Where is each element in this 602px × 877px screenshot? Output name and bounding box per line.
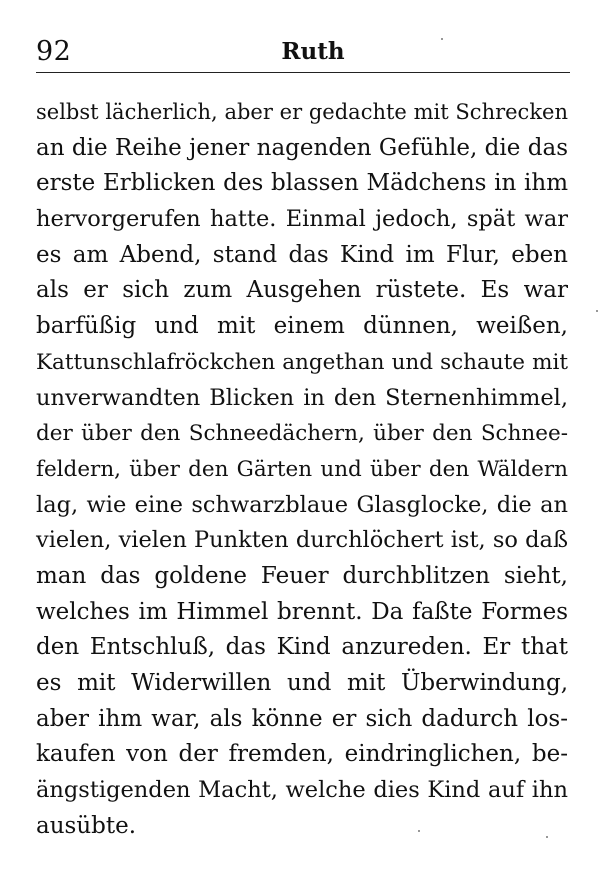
text-line: als er sich zum Ausgehen rüstete. Es war — [36, 277, 568, 304]
text-line: aber ihm war, als könne er sich dadurch los- — [36, 705, 568, 732]
text-line: erste Erblicken des blassen Mädchens in ihm — [36, 170, 568, 197]
text-line: der über den Schneedächern, über den Schnee- — [36, 421, 568, 447]
text-line: ängstigenden Macht, welche dies Kind auf ihn — [36, 777, 568, 804]
text-line: barfüßig und mit einem dünnen, weißen, — [36, 313, 568, 340]
text-line: vielen, vielen Punkten durchlöchert ist, so daß — [36, 527, 568, 554]
body-text — [36, 95, 568, 844]
page-header — [36, 30, 570, 74]
header-rule — [36, 72, 570, 73]
text-line: es mit Widerwillen und mit Überwindung, — [36, 670, 568, 696]
text-line: ausübte. — [36, 812, 137, 839]
scan-speck — [546, 836, 548, 838]
text-line: hervorgerufen hatte. Einmal jedoch, spät war — [36, 206, 568, 233]
text-line: welches im Himmel brennt. Da faßte Formes — [36, 598, 568, 625]
text-line: kaufen von der fremden, eindringlichen, be- — [36, 741, 568, 768]
text-line: Kattunschlafröckchen angethan und schaute mit — [36, 349, 568, 375]
page-number: 92 — [36, 36, 72, 67]
text-line: selbst lächerlich, aber er gedachte mit Schrecken — [36, 100, 568, 124]
text-line: man das goldene Feuer durchblitzen sieht, — [36, 562, 568, 589]
scan-speck — [441, 38, 443, 40]
text-line: feldern, über den Gärten und über den Wäldern — [36, 456, 568, 482]
text-line: lag, wie eine schwarzblaue Glasglocke, die an — [36, 491, 568, 518]
text-line: an die Reihe jener nagenden Gefühle, die das — [36, 134, 568, 161]
scan-speck — [596, 310, 598, 312]
text-line: es am Abend, stand das Kind im Flur, eben — [36, 241, 568, 268]
running-title: Ruth — [281, 38, 345, 65]
scan-speck — [418, 830, 420, 832]
text-line: den Entschluß, das Kind anzureden. Er that — [36, 634, 568, 661]
text-line: unverwandten Blicken in den Sternenhimmel, — [36, 384, 568, 411]
